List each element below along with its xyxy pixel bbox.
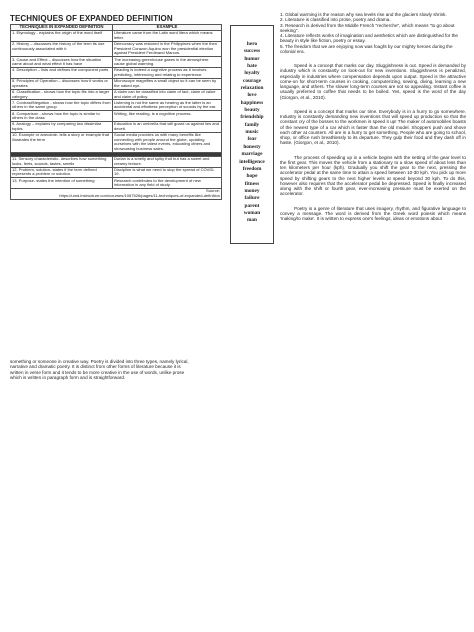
word-item: friendship — [240, 114, 264, 121]
table-row — [11, 122, 222, 133]
paragraph-speed-2: Speed is a concept that marks our time. Everybody is in a hurry to go somewhere. Industry is constantly demanding new inventions that will speed up production so that the constant cry of the bosses to the workmen is speed it up! The maker of automobiles boasts of the newest type of a car which is faster than the old model. Shoppers push and shove each other at counters. All are in a hurry to get something. People who are going to school, shop, or office rush breathlessly to its departure. They gulp their food and they dash off in haste. (Giorgon, et al., 2010). — [280, 108, 466, 146]
word-item: intelligence — [239, 158, 265, 165]
table-row — [11, 156, 222, 167]
word-item: man — [246, 217, 257, 224]
word-item: fitness — [244, 180, 260, 187]
technique-cell: 2. History – discusses the history of the term its use continuously associated with it — [11, 41, 113, 56]
word-item: failure — [244, 195, 260, 202]
table-header-techniques: TECHNIQUES IN EXPANDED DEFINITION — [11, 25, 113, 31]
paragraph-gap — [280, 146, 466, 155]
sentence-3: 3. Research is derived from the Middle French "recherche", which means "to go about seeking". — [280, 22, 455, 33]
technique-cell: 8. Comparison - shows how the topic is similar to others in the class — [11, 111, 113, 122]
table-row — [11, 100, 222, 111]
example-cell: Democracy was restored in the Philippines when the then President Corazon Aquino won the presidential election against President Ferdinand Marcos. — [113, 41, 222, 56]
sentence-4: 4. Literature reflects works of imagination and aesthetics which are distinguished for the beauty in style like fiction, poetry or essay. — [280, 33, 458, 44]
word-item: woman — [243, 209, 261, 216]
example-cell: Social media provides us with many benefits like connecting with people around the globe, updating ourselves with the latest events, educating others and showcasing business sales. — [113, 132, 222, 152]
word-item: love — [247, 92, 257, 99]
technique-cell: 9. Analogy – explains by comparing two dissimilar topics — [11, 122, 113, 133]
table-row — [11, 41, 222, 56]
table-row — [11, 89, 222, 100]
techniques-table — [10, 24, 222, 200]
word-item: freedom — [242, 165, 262, 172]
table-row — [11, 31, 222, 42]
word-item: relaxation — [240, 85, 264, 92]
paragraph-gap — [280, 54, 466, 63]
source-label: Source: — [206, 188, 220, 194]
numbered-sentences — [280, 12, 466, 54]
table-row — [11, 111, 222, 122]
table-row — [11, 178, 222, 189]
poetry-line-2: narrative and dramatic poetry. It is distinct from other forms of literature because it is — [10, 364, 181, 370]
word-item: marriage — [241, 151, 263, 158]
word-item: hope — [246, 173, 258, 180]
word-item: loyalty — [244, 70, 260, 77]
word-item: happiness — [240, 99, 264, 106]
paragraph-speed-1: Speed is a concept that marks our day. Sluggishness is out. Speed is demanded by industry which is constantly on look-out for new inventions. Sluggishness is penalized, especially in industries where compensation depends upon output. Speed is the attractive come-on for short-term courses in cooking, computerizing, sewing, diving, learning a new language, and others. The slower long-term courses are not so appealing. Instant coffee is usually preferred to coffee that needs to be boiled. Yes, speed is the word of the day (Giorgon, et al., 2010). — [280, 63, 466, 100]
word-item: courage — [243, 77, 261, 84]
example-cell: Durian is a smelly and spiky fruit but has a sweet and creamy texture. — [113, 156, 222, 167]
word-item: hate — [247, 63, 257, 70]
table-row — [11, 132, 222, 152]
paragraph-speeding-up: The process of speeding up in a vehicle begins with the setting of the gear level to the first gear. This moves the vehicle from a stationary to a slow speed of about less than ten kilometers per hour (kph). Gradually you shift the gear to the next, pressing the accelerator pedal at the same time to attain a speed between 10-30 kph. You pick up more speed by shifting gears to the next higher levels at speed beyond 30 kph. To do this, however also requires that the accelerator pedal be depressed. Speed is finally increased along with the shift or fourth gear, ever-increasing pressure must be exerted on the accelerator. — [280, 154, 466, 197]
word-item: humor — [244, 55, 260, 62]
page-title: TECHNIQUES OF EXPANDED DEFINITION — [10, 14, 173, 23]
poetry-line-3: written in verse form and it tends to be more creative in the use of words, unlike prose — [10, 369, 185, 375]
technique-cell: 10. Example or anecdote- tells a story or example that illustrates the term — [11, 132, 113, 152]
table-row — [11, 78, 222, 89]
example-cell: Microscope magnifies a small object so it can be seen by the naked eye. — [113, 78, 222, 89]
technique-cell: 13. Purpose- states the intention of something — [11, 178, 113, 189]
word-item: beauty — [244, 107, 260, 114]
word-item: success — [243, 48, 261, 55]
sentence-5: 5. The freedom that we are enjoying now was fought by our mighty heroes during the colonial era. — [280, 43, 453, 54]
word-item: family — [244, 121, 260, 128]
example-cell: Education is an umbrella that will guard us against lies and deceit. — [113, 122, 222, 133]
paragraph-gap — [280, 100, 466, 109]
example-cell: Literature came from the Latin word litera which means letter. — [113, 31, 222, 42]
word-item: music — [245, 129, 259, 136]
table-header-example: EXAMPLE — [113, 25, 222, 31]
example-cell: Writing, like reading, is a cognitive process. — [113, 111, 222, 122]
bottom-left-text — [10, 359, 260, 380]
word-item: parent — [244, 202, 260, 209]
right-column-text — [280, 12, 466, 221]
example-cell: Discipline is what we need to stop the spread of COVID-19. — [113, 167, 222, 178]
word-item: fear — [247, 136, 257, 143]
source-link[interactable]: https://umd.instructure.com/courses/1067526/pages/11-techniques-of-expanded-definition — [59, 193, 220, 199]
source-row — [11, 189, 222, 200]
word-item: hero — [246, 41, 258, 47]
technique-cell: 7. Contrast/Negation - shows how the topic differs from others in the same group — [11, 100, 113, 111]
poetry-line-4: which is written in paragraph form and is straightforward. — [10, 374, 126, 380]
example-cell: Reading is indeed a cognitive process as it involves predicting, inferencing and relating to experience. — [113, 68, 222, 79]
technique-cell: 5. Principles of Operation – discusses how it works or operates — [11, 78, 113, 89]
poetry-line-1: something or someone in creative way. Poetry is divided into three types, namely lyrical, — [10, 359, 189, 364]
technique-cell: 11. Sensory characteristic- describes how something looks, feels, sounds, tastes, smells — [11, 156, 113, 167]
technique-cell: 3. Cause and Effect – discusses how the situation came about and what effect it has have — [11, 57, 113, 68]
table-row — [11, 57, 222, 68]
sentence-2: 2. Literature is classified into prose, poetry and drama. — [280, 17, 391, 23]
word-list — [231, 41, 273, 225]
techniques-table-wrapper — [10, 24, 221, 200]
technique-cell: 6. Classification - shows how the topic fits into a larger category — [11, 89, 113, 100]
technique-cell: 12. Problem, solution- states if the term defined represents a problem or solution. — [11, 167, 113, 178]
example-cell: A claim can be classified into claim of fact, claim of value and claim of policy. — [113, 89, 222, 100]
technique-cell: 4. Description – lists and defines the component parts — [11, 68, 113, 79]
table-row — [11, 68, 222, 79]
example-cell: The increasing greenhouse gases in the atmosphere cause global warming. — [113, 57, 222, 68]
paragraph-gap — [280, 197, 466, 206]
source-cell — [11, 189, 222, 200]
technique-cell: 1. Etymology - explains the origin of the word itself — [11, 31, 113, 42]
sentence-1: 1. Global warming is the reason why sea levels rise and the glaciers slowly shrink. — [280, 12, 447, 17]
example-cell: Listening is not the same as hearing as the latter is an accidental and effortless perception of sounds by the ear. — [113, 100, 222, 111]
word-item: money — [244, 187, 260, 194]
table-row — [11, 167, 222, 178]
word-item: honesty — [243, 143, 261, 150]
paragraph-poetry: Poetry is a genre of literature that uses imagery, rhythm, and figurative language to convey a message. The word is derived from the Greek word poiesis which means 'making/to make'. It is written to express one's feelings, ideas or emotions about — [280, 205, 466, 221]
word-list-box — [230, 25, 274, 244]
example-cell: Research contributes to the development of new information in any field of study. — [113, 178, 222, 189]
